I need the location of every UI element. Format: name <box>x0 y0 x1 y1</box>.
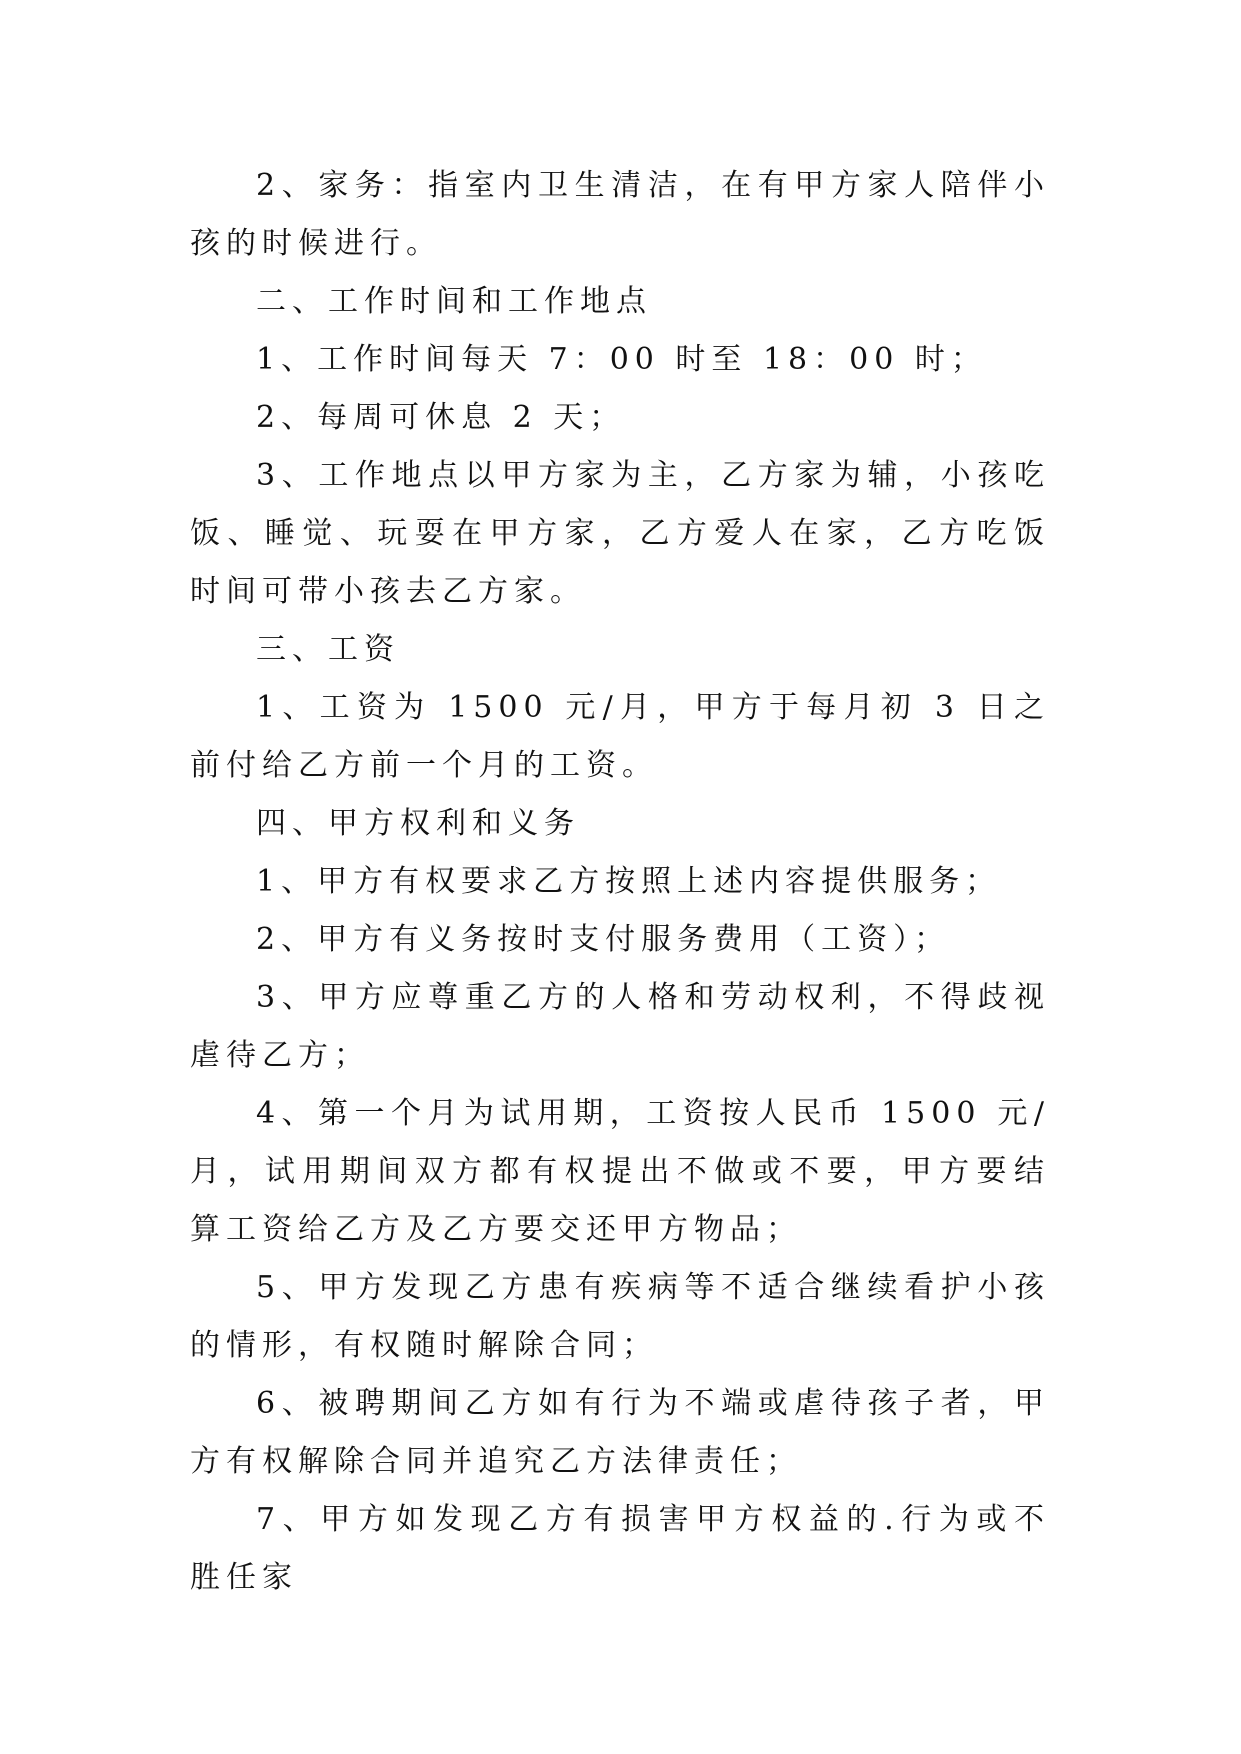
paragraph-party-a-right-1: 1、甲方有权要求乙方按照上述内容提供服务； <box>256 864 1002 899</box>
paragraph-party-a-right-4: 4、第一个月为试用期，工资按人民币 1500 元/月，试用期间双方都有权提出不做或不要，甲方要结算工资给乙方及乙方要交还甲方物品； <box>190 1096 1050 1247</box>
paragraph-party-a-right-7: 7、甲方如发现乙方有损害甲方权益的.行为或不胜任家 <box>190 1502 1050 1595</box>
paragraph-work-hours: 1、工作时间每天 7：00 时至 18：00 时； <box>256 342 987 377</box>
heading-work-time-location: 二、工作时间和工作地点 <box>256 284 652 319</box>
paragraph-salary-amount: 1、工资为 1500 元/月，甲方于每月初 3 日之前付给乙方前一个月的工资。 <box>190 690 1050 783</box>
paragraph-party-a-right-5: 5、甲方发现乙方患有疾病等不适合继续看护小孩的情形，有权随时解除合同； <box>190 1270 1050 1363</box>
paragraph-rest-days: 2、每周可休息 2 天； <box>256 400 626 435</box>
paragraph-party-a-right-2: 2、甲方有义务按时支付服务费用（工资）； <box>256 922 951 957</box>
paragraph-housework: 2、家务：指室内卫生清洁，在有甲方家人陪伴小孩的时候进行。 <box>190 168 1050 261</box>
heading-salary: 三、工资 <box>256 632 400 667</box>
paragraph-party-a-right-3: 3、甲方应尊重乙方的人格和劳动权利，不得歧视虐待乙方； <box>190 980 1050 1073</box>
heading-party-a-rights: 四、甲方权利和义务 <box>256 806 580 841</box>
document-body <box>190 157 1050 1607</box>
paragraph-party-a-right-6: 6、被聘期间乙方如有行为不端或虐待孩子者，甲方有权解除合同并追究乙方法律责任； <box>190 1386 1050 1479</box>
paragraph-work-location: 3、工作地点以甲方家为主，乙方家为辅，小孩吃饭、睡觉、玩耍在甲方家，乙方爱人在家，乙方吃饭时间可带小孩去乙方家。 <box>190 458 1050 609</box>
